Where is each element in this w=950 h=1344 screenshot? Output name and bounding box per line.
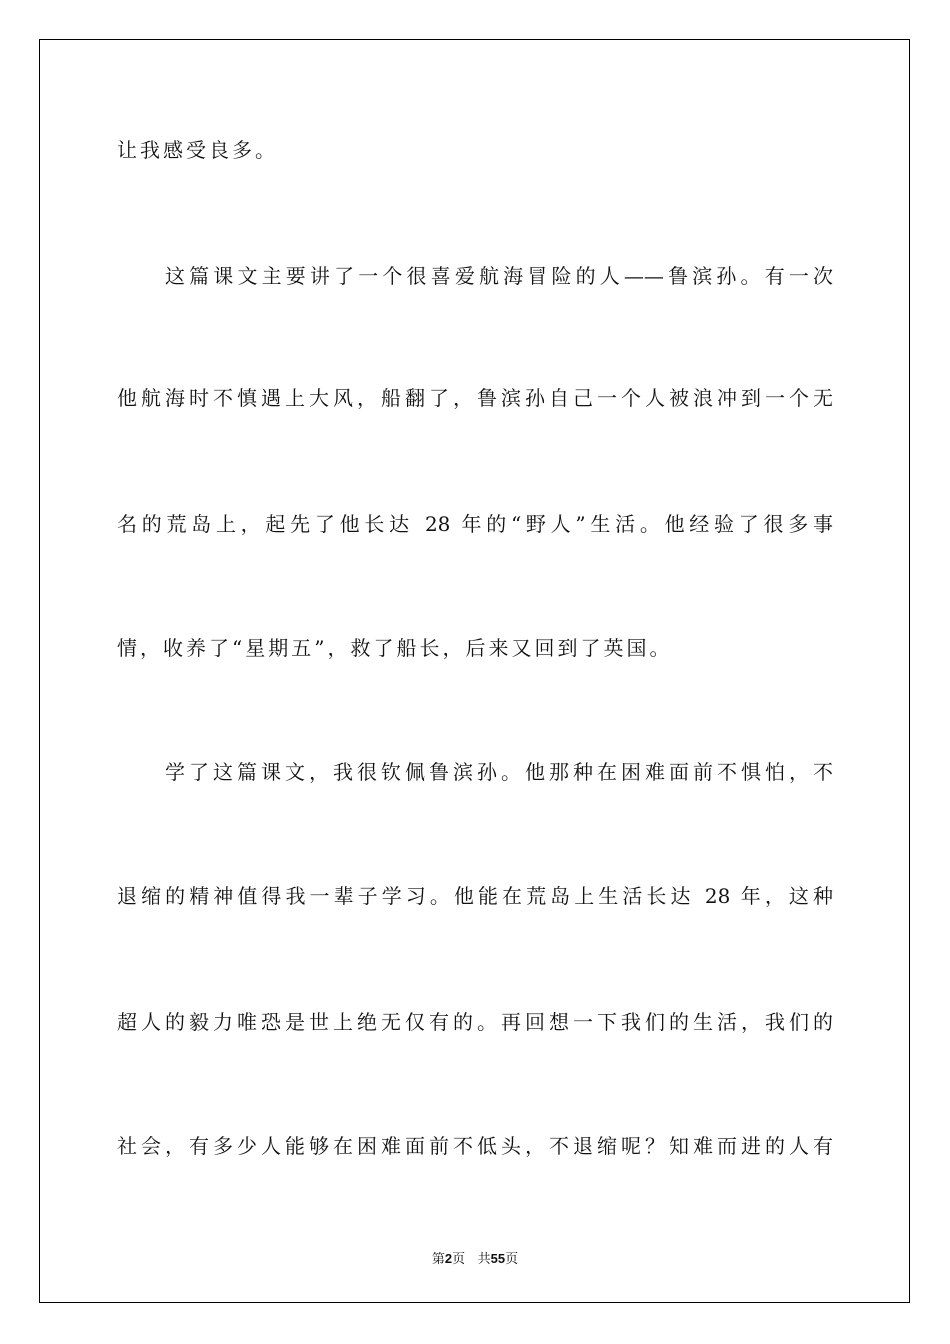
page-number: 2 <box>444 1251 453 1266</box>
page-border <box>39 39 910 1303</box>
page-suffix: 页 <box>452 1252 466 1267</box>
total-suffix: 页 <box>505 1252 519 1267</box>
paragraph-line: 他航海时不慎遇上大风，船翻了，鲁滨孙自己一个人被浪冲到一个无 <box>117 386 833 410</box>
page-prefix: 第 <box>431 1252 445 1267</box>
paragraph-line: 这篇课文主要讲了一个很喜爱航海冒险的人——鲁滨孙。有一次 <box>165 264 833 288</box>
paragraph-line: 超人的毅力唯恐是世上绝无仅有的。再回想一下我们的生活，我们的 <box>117 1010 833 1034</box>
total-pages: 55 <box>490 1251 506 1266</box>
paragraph-line: 学了这篇课文，我很钦佩鲁滨孙。他那种在困难面前不惧怕，不 <box>165 760 833 784</box>
page-footer <box>0 1248 950 1267</box>
paragraph-line: 让我感受良多。 <box>117 138 278 162</box>
total-prefix: 共 <box>477 1252 491 1267</box>
paragraph-line: 退缩的精神值得我一辈子学习。他能在荒岛上生活长达 28 年，这种 <box>117 884 833 908</box>
paragraph-line: 情，收养了“星期五”，救了船长，后来又回到了英国。 <box>117 636 673 660</box>
paragraph-line: 社会，有多少人能够在困难面前不低头，不退缩呢？知难而进的人有 <box>117 1134 833 1158</box>
paragraph-line: 名的荒岛上，起先了他长达 28 年的“野人”生活。他经验了很多事 <box>117 512 833 536</box>
